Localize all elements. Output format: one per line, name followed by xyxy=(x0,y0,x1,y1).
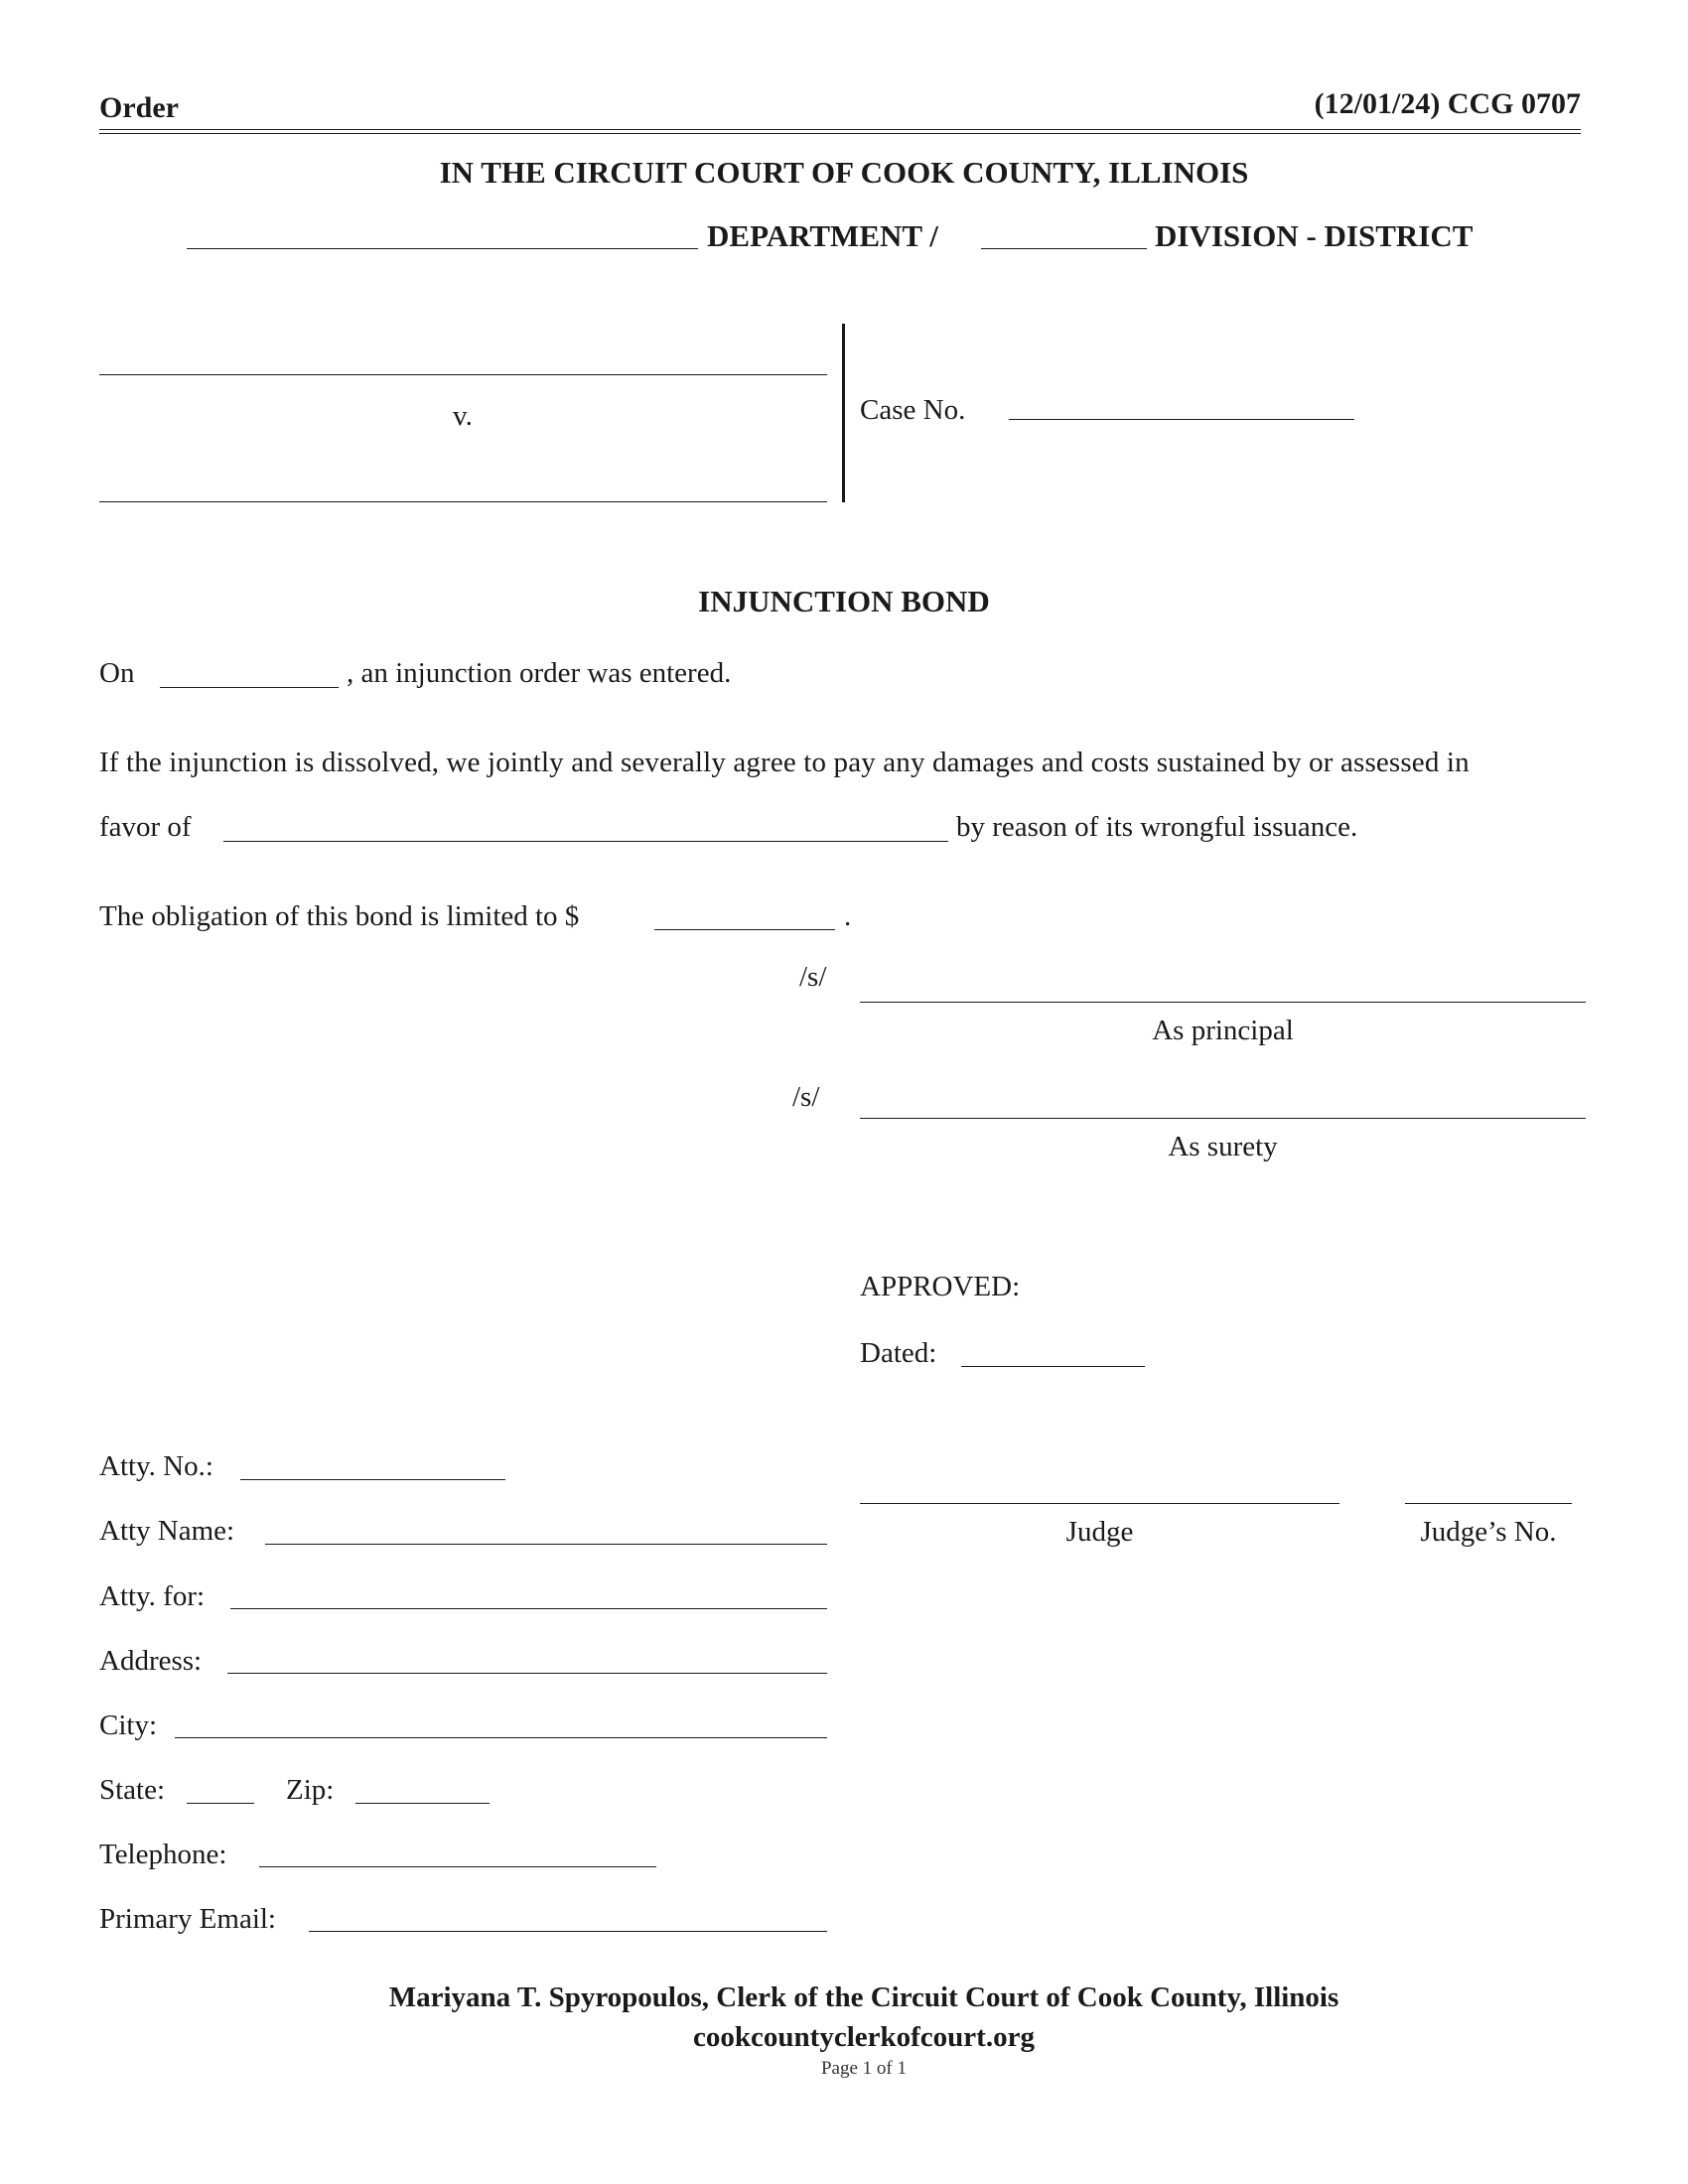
obligation-label: The obligation of this bond is limited to $ xyxy=(99,900,580,932)
court-title: IN THE CIRCUIT COURT OF COOK COUNTY, ILLINOIS xyxy=(439,155,1249,190)
state-field[interactable] xyxy=(187,1803,254,1804)
order-entered-text: , an injunction order was entered. xyxy=(347,657,732,689)
order-date-field[interactable] xyxy=(160,687,339,688)
website: cookcountyclerkofcourt.org xyxy=(693,2021,1035,2053)
principal-s-mark: /s/ xyxy=(799,961,827,993)
atty-name-label: Atty Name: xyxy=(99,1515,235,1547)
address-label: Address: xyxy=(99,1645,203,1677)
favor-of-field[interactable] xyxy=(223,841,948,842)
principal-signature-field[interactable] xyxy=(860,1002,1586,1003)
caption-divider xyxy=(842,324,845,502)
division-label: DIVISION - DISTRICT xyxy=(1155,218,1474,253)
principal-label: As principal xyxy=(1152,1015,1294,1046)
defendant-field[interactable] xyxy=(99,501,827,502)
city-label: City: xyxy=(99,1709,158,1741)
atty-for-field[interactable] xyxy=(230,1608,827,1609)
header-rule-1 xyxy=(99,129,1581,130)
page-number: Page 1 of 1 xyxy=(820,2058,907,2079)
plaintiff-field[interactable] xyxy=(99,374,827,375)
case-no-label: Case No. xyxy=(860,394,966,426)
judge-signature-field[interactable] xyxy=(860,1503,1339,1504)
form-code: (12/01/24) CCG 0707 xyxy=(1314,87,1581,120)
judge-label: Judge xyxy=(1065,1516,1134,1548)
dated-label: Dated: xyxy=(860,1337,937,1369)
zip-field[interactable] xyxy=(355,1803,490,1804)
header-rule-2 xyxy=(99,133,1581,134)
judge-no-field[interactable] xyxy=(1405,1503,1572,1504)
telephone-label: Telephone: xyxy=(99,1839,227,1870)
department-field[interactable] xyxy=(187,248,698,249)
surety-signature-field[interactable] xyxy=(860,1118,1586,1119)
judge-no-label: Judge’s No. xyxy=(1420,1516,1557,1548)
zip-label: Zip: xyxy=(286,1774,335,1806)
form-type: Order xyxy=(99,91,179,124)
bond-amount-field[interactable] xyxy=(654,929,835,930)
clerk-line: Mariyana T. Spyropoulos, Clerk of the Circuit Court of Cook County, Illinois xyxy=(388,1981,1339,2013)
document-title: INJUNCTION BOND xyxy=(698,584,990,618)
surety-label: As surety xyxy=(1168,1131,1278,1162)
atty-no-label: Atty. No.: xyxy=(99,1450,213,1482)
telephone-field[interactable] xyxy=(259,1866,656,1867)
atty-no-field[interactable] xyxy=(240,1479,505,1480)
atty-for-label: Atty. for: xyxy=(99,1580,206,1612)
email-field[interactable] xyxy=(309,1931,827,1932)
case-no-field[interactable] xyxy=(1009,419,1354,420)
obligation-end: . xyxy=(844,900,852,932)
atty-name-field[interactable] xyxy=(265,1544,827,1545)
division-field[interactable] xyxy=(981,248,1147,249)
versus-text: v. xyxy=(453,400,473,432)
favor-of-label: favor of xyxy=(99,811,192,843)
surety-s-mark: /s/ xyxy=(792,1081,820,1113)
wrongful-text: by reason of its wrongful issuance. xyxy=(956,811,1358,843)
city-field[interactable] xyxy=(175,1737,827,1738)
approval-date-field[interactable] xyxy=(961,1366,1145,1367)
email-label: Primary Email: xyxy=(99,1903,276,1935)
on-label: On xyxy=(99,657,135,689)
dissolved-text: If the injunction is dissolved, we jointly and severally agree to pay any damages and costs sustained by or assessed in xyxy=(99,747,1470,778)
approved-label: APPROVED: xyxy=(860,1271,1021,1302)
department-label: DEPARTMENT / xyxy=(707,218,938,253)
address-field[interactable] xyxy=(227,1673,827,1674)
state-label: State: xyxy=(99,1774,166,1806)
